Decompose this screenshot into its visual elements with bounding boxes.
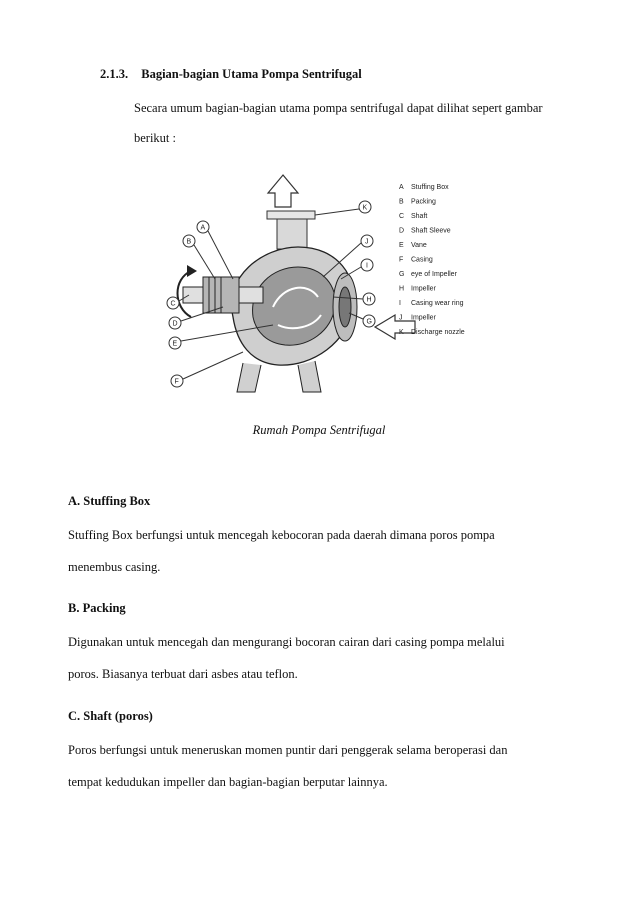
item-line: tempat kedudukan impeller dan bagian-bagian berputar lainnya.: [68, 775, 388, 789]
legend-key: F: [399, 256, 404, 264]
svg-text:F: F: [174, 378, 179, 386]
legend-label: Impeller: [411, 314, 436, 322]
item-heading: B. Packing: [68, 601, 126, 615]
legend-key: K: [399, 329, 404, 336]
section-number: 2.1.3.: [100, 67, 129, 81]
svg-text:K: K: [362, 204, 368, 212]
legend-key: D: [399, 227, 405, 235]
callout-k: [315, 201, 371, 215]
legend-key: H: [399, 285, 405, 293]
pump-foot: [298, 361, 321, 392]
item-line: Stuffing Box berfungsi untuk mencegah kebocoran pada daerah dimana poros pompa: [68, 528, 495, 542]
item-heading: A. Stuffing Box: [68, 494, 151, 508]
legend-key: B: [399, 198, 404, 206]
legend-label: Packing: [411, 198, 436, 206]
callout-f: [171, 352, 243, 387]
svg-text:I: I: [366, 262, 368, 270]
item-line: Poros berfungsi untuk meneruskan momen puntir dari penggerak selama beroperasi dan: [68, 743, 508, 757]
svg-text:J: J: [365, 238, 369, 246]
legend-label: Casing wear ring: [411, 300, 464, 307]
legend-key: J: [399, 314, 403, 322]
legend-label: Discharge nozzle: [411, 329, 465, 336]
svg-text:H: H: [366, 296, 372, 304]
rotation-arrowhead: [187, 265, 197, 277]
legend-label: Shaft Sleeve: [411, 227, 451, 235]
intro-paragraph: [134, 93, 584, 153]
pump-figure: [163, 167, 543, 417]
legend-label: eye of Impeller: [411, 271, 457, 278]
svg-text:A: A: [200, 224, 206, 232]
callout-i: [341, 259, 373, 279]
svg-text:E: E: [172, 340, 178, 348]
legend: [399, 184, 465, 336]
pump-diagram: [163, 167, 543, 417]
legend-label: Stuffing Box: [411, 184, 449, 191]
legend-label: Vane: [411, 242, 427, 249]
item-line: menembus casing.: [68, 560, 161, 574]
legend-label: Casing: [411, 256, 433, 264]
legend-key: E: [399, 242, 404, 249]
legend-key: G: [399, 271, 405, 278]
pump-foot: [237, 363, 261, 392]
item-line: poros. Biasanya terbuat dari asbes atau teflon.: [68, 667, 298, 681]
eye-of-impeller: [339, 287, 351, 327]
svg-text:B: B: [186, 238, 192, 246]
discharge-flange: [267, 211, 315, 219]
item-line: Digunakan untuk mencegah dan mengurangi bocoran cairan dari casing pompa melalui: [68, 635, 505, 649]
discharge-arrow: [268, 175, 298, 207]
item-shaft: [68, 709, 588, 798]
intro-line: berikut :: [134, 131, 177, 145]
legend-key: C: [399, 213, 405, 220]
legend-label: Impeller: [411, 285, 436, 293]
section-title: Bagian-bagian Utama Pompa Sentrifugal: [141, 67, 362, 81]
callout-a: [197, 221, 233, 279]
discharge-nozzle: [277, 219, 307, 249]
svg-text:C: C: [170, 300, 176, 308]
figure-caption: Rumah Pompa Sentrifugal: [252, 423, 386, 437]
item-stuffing-box: [68, 494, 588, 583]
svg-text:D: D: [172, 320, 178, 328]
svg-text:G: G: [366, 318, 372, 326]
legend-key: I: [399, 300, 401, 307]
suction-arrow: [375, 315, 415, 339]
section-heading: [100, 67, 362, 82]
legend-label: Shaft: [411, 213, 428, 220]
item-packing: [68, 601, 588, 690]
legend-key: A: [399, 184, 404, 191]
intro-line: Secara umum bagian-bagian utama pompa sentrifugal dapat dilihat sepert gambar: [134, 101, 543, 115]
item-heading: C. Shaft (poros): [68, 709, 153, 723]
